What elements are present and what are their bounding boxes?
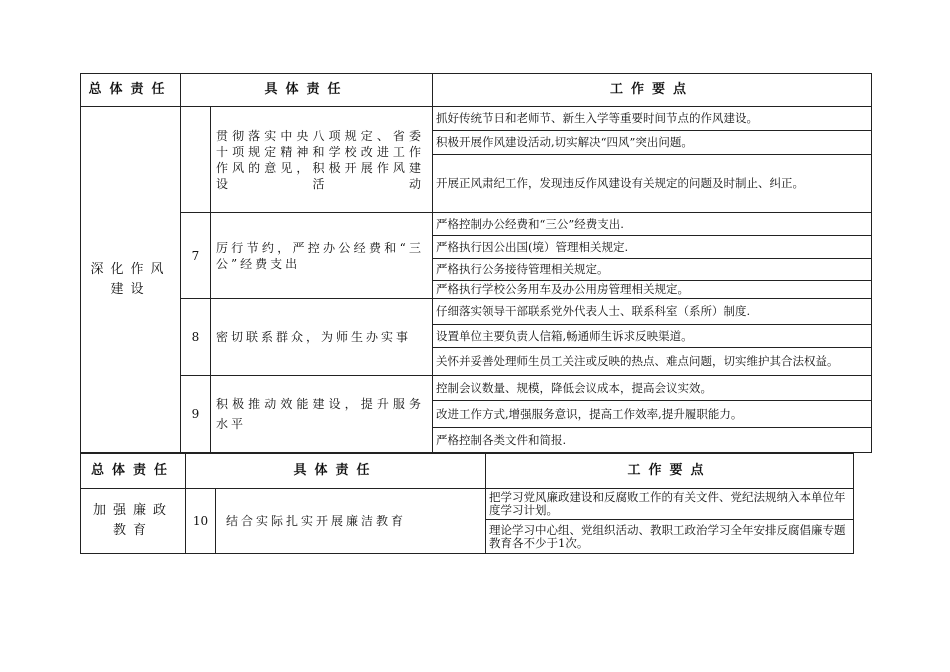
header-specific-responsibility: 具体责任 [181,74,433,107]
work-point: 把学习党风廉政建设和反腐败工作的有关文件、党纪法规纳入本单位年度学习计划。 [486,489,854,520]
work-point: 严格执行因公出国(境）管理相关规定. [433,236,872,259]
work-point: 控制会议数量、规模，降低会议成本，提高会议实效。 [433,376,872,401]
specific-task: 贯彻落实中央八项规定、省委十项规定精神和学校改进工作作风的意见，积极开展作风建设活动 [211,107,433,213]
header-overall-responsibility: 总体责任 [81,454,186,489]
header-work-points: 工作要点 [433,74,872,107]
item-number: 8 [181,299,211,376]
specific-task: 结合实际扎实开展廉洁教育 [216,489,486,554]
work-point: 严格控制各类文件和简报. [433,428,872,453]
work-point: 关怀并妥善处理师生员工关注或反映的热点、难点问题，切实维护其合法权益。 [433,348,872,376]
specific-task: 积极推动效能建设，提升服务水平 [211,376,433,453]
work-point: 仔细落实领导干部联系党外代表人士、联系科室（系所）制度. [433,299,872,325]
table-row [81,213,872,236]
work-point: 积极开展作风建设活动,切实解决“四风”突出问题。 [433,131,872,155]
specific-task: 密切联系群众，为师生办实事 [211,299,433,376]
responsibility-table-1 [80,73,872,453]
item-number: 10 [186,489,216,554]
work-point: 严格执行公务接待管理相关规定。 [433,259,872,281]
work-point: 理论学习中心组、党组织活动、教职工政治学习全年安排反腐倡廉专题教育各不少于1次。 [486,520,854,554]
header-overall-responsibility: 总体责任 [81,74,181,107]
table-row [81,299,872,325]
table-row [81,489,854,520]
work-point: 严格控制办公经费和“三公”经费支出. [433,213,872,236]
item-number: 9 [181,376,211,453]
work-point: 抓好传统节日和老师节、新生入学等重要时间节点的作风建设。 [433,107,872,131]
work-point: 设置单位主要负责人信箱,畅通师生诉求反映渠道。 [433,325,872,348]
specific-task: 厉行节约，严控办公经费和“三公”经费支出 [211,213,433,299]
table-header-row [81,454,854,489]
item-number [181,107,211,213]
category-cell: 深化作风建设 [81,107,181,453]
work-point: 改进工作方式,增强服务意识，提高工作效率,提升履职能力。 [433,401,872,428]
category-cell: 加强廉政教育 [81,489,186,554]
header-specific-responsibility: 具体责任 [186,454,486,489]
table-header-row [81,74,872,107]
responsibility-table-2 [80,453,854,554]
work-point: 严格执行学校公务用车及办公用房管理相关规定。 [433,281,872,299]
table-row [81,376,872,401]
table-row [81,107,872,131]
header-work-points: 工作要点 [486,454,854,489]
work-point: 开展正风肃纪工作，发现违反作风建设有关规定的问题及时制止、纠正。 [433,155,872,213]
item-number: 7 [181,213,211,299]
